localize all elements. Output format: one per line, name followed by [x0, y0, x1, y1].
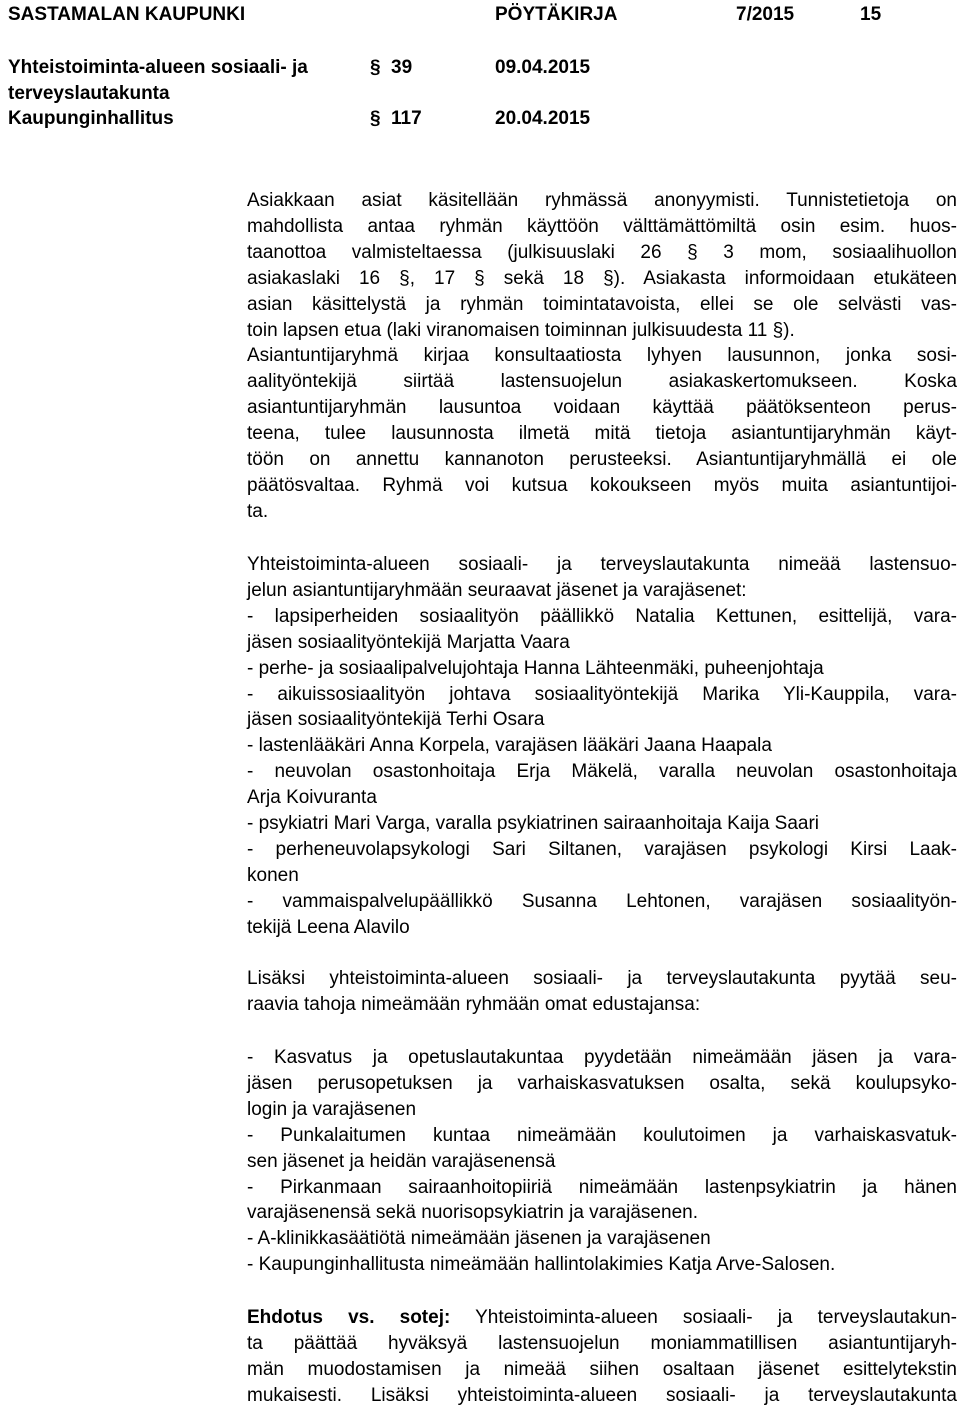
list-item: - psykiatri Mari Varga, varalla psykiatrinen sairaanhoitaja Kaija Saari [247, 813, 820, 835]
text-line: asian käsittelystä ja ryhmän toimintatavoista, ellei se ole selvästi vas- [247, 293, 957, 315]
list-item: - lastenlääkäri Anna Korpela, varajäsen lääkäri Jaana Haapala [247, 735, 772, 757]
header-date-2: 20.04.2015 [495, 108, 591, 129]
text-line: jäsen sosiaalityöntekijä Terhi Osara [247, 709, 545, 731]
text-line: Lisäksi yhteistoiminta-alueen sosiaali- ja terveyslautakunta pyytää seu- [247, 968, 957, 989]
text-line: Arja Koivuranta [247, 787, 377, 809]
header-doc-number: 7/2015 [736, 4, 795, 25]
list-item: - A-klinikkasäätiötä nimeämään jäsenen ja varajäsenen [247, 1228, 711, 1250]
paragraph-4 [247, 1045, 957, 1278]
proposal-first-line-text: Yhteistoiminta-alueen sosiaali- ja terveyslautakun- [475, 1307, 958, 1328]
text-line: asiakaslaki 16 §, 17 § sekä 18 §). Asiakasta informoidaan etukäteen [247, 267, 957, 289]
paragraph-2 [247, 552, 957, 941]
text-line: töön on annettu kannanoton perusteeksi. Asiantuntijaryhmällä ei ole [247, 449, 957, 471]
list-item: - perheneuvolapsykologi Sari Siltanen, varajäsen psykologi Kirsi Laak- [247, 838, 957, 860]
text-line: sen jäsenet ja heidän varajäsenensä [247, 1150, 556, 1172]
proposal-label: Ehdotus vs. sotej: [247, 1307, 451, 1328]
text-line: mukaisesti. Lisäksi yhteistoiminta-alueen sosiaali- ja terveyslautakunta [247, 1384, 957, 1406]
proposal-first-line [247, 1305, 957, 1331]
list-item: - Punkalaitumen kuntaa nimeämään koulutoimen ja varhaiskasvatuk- [247, 1124, 957, 1146]
list-item: - Kasvatus ja opetuslautakuntaa pyydetään nimeämään jäsen ja vara- [247, 1047, 957, 1068]
text-line: aalityöntekijä siirtää lastensuojelun asiakaskertomukseen. Koska [247, 371, 957, 393]
paragraph-1 [247, 188, 957, 525]
list-item: - vammaispalvelupäällikkö Susanna Lehtonen, varajäsen sosiaalityön- [247, 890, 957, 912]
text-line: män muodostamisen ja nimeää siihen osaltaan jäsenet esittelytekstin [247, 1358, 957, 1380]
text-line: toin lapsen etua (laki viranomaisen toiminnan julkisuudesta 11 §). [247, 319, 795, 341]
text-line: ta päättää hyväksyä lastensuojelun moniammatillisen asiantuntijaryh- [247, 1332, 957, 1354]
text-line: Asiakkaan asiat käsitellään ryhmässä anonyymisti. Tunnistetietoja on [247, 190, 957, 211]
header-section-mark-1: § [370, 57, 381, 78]
header-body-1-line2: terveyslautakunta [8, 83, 170, 104]
text-line: Asiantuntijaryhmä kirjaa konsultaatiosta lyhyen lausunnon, jonka sosi- [247, 345, 957, 367]
list-item: - perhe- ja sosiaalipalvelujohtaja Hanna Lähteenmäki, puheenjohtaja [247, 657, 824, 679]
header-date-1: 09.04.2015 [495, 57, 591, 78]
text-line: mahdollista antaa ryhmän käyttöön välttämättömiltä osin esim. huos- [247, 215, 957, 237]
text-line: konen [247, 864, 299, 886]
header-section-number-1: 39 [391, 57, 413, 78]
text-line: tekijä Leena Alavilo [247, 916, 410, 938]
text-line: jelun asiantuntijaryhmään seuraavat jäsenet ja varajäsenet: [247, 579, 747, 601]
list-item: - aikuissosiaalityön johtava sosiaalityöntekijä Marika Yli-Kauppila, vara- [247, 683, 957, 705]
text-line: jäsen perusopetuksen ja varhaiskasvatuksen osalta, sekä koulupsyko- [247, 1072, 957, 1094]
header-section-mark-2: § [370, 108, 381, 129]
proposal-paragraph [247, 1305, 957, 1409]
list-item: - lapsiperheiden sosiaalityön päällikkö Natalia Kettunen, esittelijä, vara- [247, 605, 957, 627]
text-line: Yhteistoiminta-alueen sosiaali- ja terveyslautakunta nimeää lastensuo- [247, 554, 957, 575]
text-line: teena, tulee lausunnosta ilmetä mitä tietoja asiantuntijaryhmän käyt- [247, 423, 957, 445]
text-line: asiantuntijaryhmän lausuntoa voidaan käyttää päätöksenteon perus- [247, 397, 957, 419]
header-org: SASTAMALAN KAUPUNKI [8, 4, 246, 25]
text-line: ta. [247, 500, 269, 522]
header-page-number: 15 [860, 4, 882, 25]
header-body-2: Kaupunginhallitus [8, 108, 174, 129]
text-line: varajäsenensä sekä nuorisopsykiatrin ja varajäsenen. [247, 1202, 698, 1224]
header-body-1-line1: Yhteistoiminta-alueen sosiaali- ja [8, 57, 308, 78]
paragraph-3 [247, 966, 957, 1018]
text-line: raavia tahoja nimeämään ryhmään omat edustajansa: [247, 993, 701, 1015]
text-line: login ja varajäsenen [247, 1098, 417, 1120]
text-line: taanottoa valmisteltaessa (julkisuuslaki 26 § 3 mom, sosiaalihuollon [247, 241, 957, 263]
list-item: - neuvolan osastonhoitaja Erja Mäkelä, varalla neuvolan osastonhoitaja [247, 761, 957, 783]
text-line: päätösvaltaa. Ryhmä voi kutsua kokoukseen myös muita asiantuntijoi- [247, 474, 957, 496]
list-item: - Kaupunginhallitusta nimeämään hallintolakimies Katja Arve-Salosen. [247, 1254, 836, 1276]
list-item: - Pirkanmaan sairaanhoitopiiriä nimeämään lastenpsykiatrin ja hänen [247, 1176, 957, 1198]
text-line: jäsen sosiaalityöntekijä Marjatta Vaara [247, 631, 570, 653]
header-doc-type: PÖYTÄKIRJA [495, 4, 618, 25]
header-section-number-2: 117 [391, 108, 422, 129]
